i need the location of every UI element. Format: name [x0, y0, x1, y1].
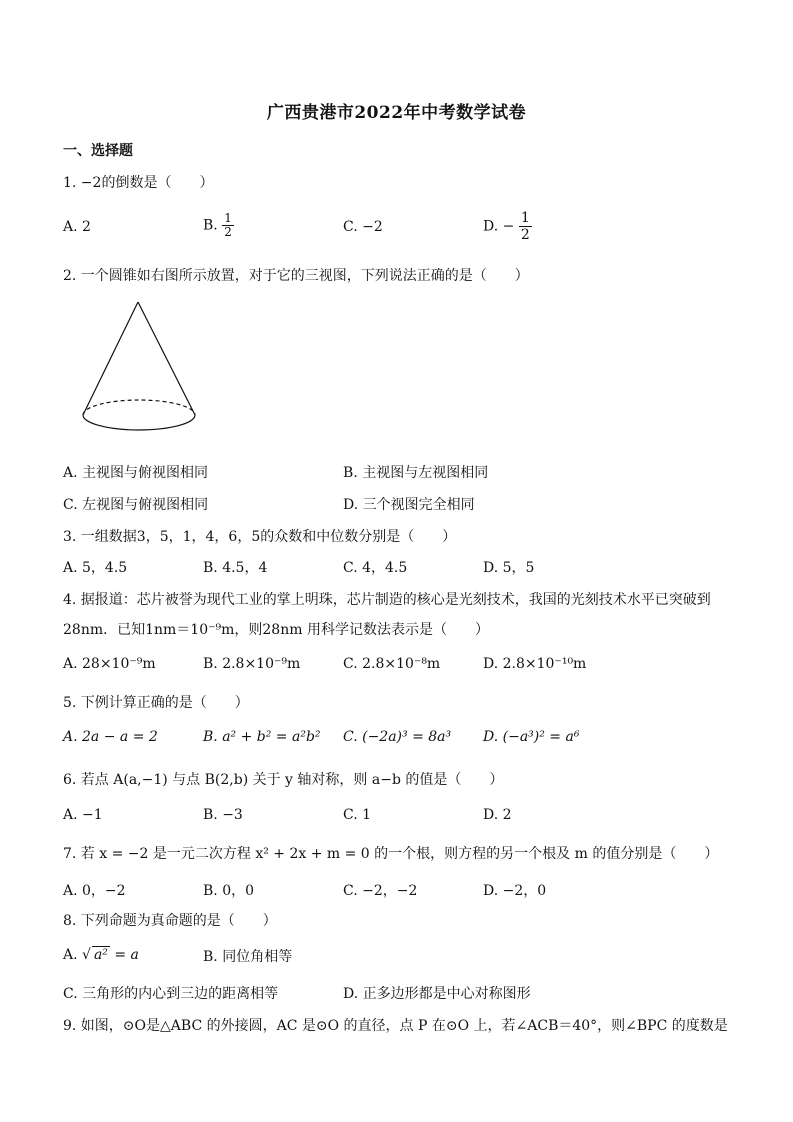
question-2-option-c: C. 左视图与俯视图相同: [63, 497, 209, 513]
question-7-option-b: B. 0，0: [203, 883, 255, 899]
sqrt-sign: √: [82, 947, 91, 963]
question-4-option-b: B. 2.8×10⁻⁹m: [203, 656, 301, 672]
sqrt-rhs: = a: [109, 947, 139, 963]
question-2-option-d: D. 三个视图完全相同: [343, 497, 475, 513]
question-1-option-d: [483, 210, 532, 243]
question-3-option-d: D. 5，5: [483, 560, 535, 576]
question-5-option-a: A. 2a − a = 2: [63, 729, 158, 745]
option-b-label: B.: [203, 217, 223, 234]
fraction-numerator: 1: [224, 211, 232, 225]
question-4-option-a: A. 28×10⁻⁹m: [63, 656, 156, 672]
question-8-option-d: D. 正多边形都是中心对称图形: [343, 986, 531, 1002]
cone-base-back: [83, 400, 195, 415]
cone-right-edge: [138, 302, 195, 415]
question-1-option-b: [203, 212, 234, 239]
option-d-label: D. −: [483, 218, 515, 235]
sqrt-radicand: a²: [93, 947, 108, 963]
option-a-label: A.: [63, 947, 83, 963]
question-2-stem: 2. 一个圆锥如右图所示放置，对于它的三视图，下列说法正确的是（ ）: [63, 268, 529, 284]
question-8-option-a: [63, 946, 139, 963]
question-9-stem: 9. 如图，⊙O是△ABC 的外接圆，AC 是⊙O 的直径，点 P 在⊙O 上，若∠ACB＝40°，则∠BPC 的度数是: [63, 1018, 728, 1034]
question-2-option-a: A. 主视图与俯视图相同: [63, 465, 209, 481]
page-title: 广西贵港市2022年中考数学试卷: [266, 103, 527, 123]
question-6-option-c: C. 1: [343, 807, 372, 823]
question-7-option-a: A. 0，−2: [63, 883, 126, 899]
fraction: [222, 212, 234, 239]
question-7-option-d: D. −2，0: [483, 883, 547, 899]
question-5-option-d: D. (−a³)² = a⁶: [483, 729, 580, 745]
question-3-option-c: C. 4，4.5: [343, 560, 408, 576]
question-6-option-d: D. 2: [483, 807, 512, 823]
question-4-stem-line-1: 4. 据报道：芯片被誉为现代工业的掌上明珠，芯片制造的核心是光刻技术，我国的光刻技术水平已突破到: [63, 592, 711, 608]
question-1-stem: 1. −2的倒数是（ ）: [63, 175, 214, 191]
question-5-option-c: C. (−2a)³ = 8a³: [343, 729, 452, 745]
question-3-stem: 3. 一组数据3，5，1，4，6，5的众数和中位数分别是（ ）: [63, 529, 457, 545]
cone-base-front: [83, 415, 195, 430]
question-1-option-c: C. −2: [343, 219, 383, 235]
question-4-option-c: C. 2.8×10⁻⁸m: [343, 656, 441, 672]
section-heading: 一、选择题: [63, 143, 133, 159]
question-7-option-c: C. −2，−2: [343, 883, 418, 899]
question-6-option-b: B. −3: [203, 807, 243, 823]
fraction-numerator: 1: [520, 210, 530, 226]
question-5-option-b: B. a² + b² = a²b²: [203, 729, 321, 745]
question-8-option-b: B. 同位角相等: [203, 949, 293, 965]
question-4-stem-line-2: 28nm．已知1nm＝10⁻⁹m，则28nm 用科学记数法表示是（ ）: [63, 622, 489, 638]
cone-figure: [78, 298, 202, 444]
question-5-stem: 5. 下例计算正确的是（ ）: [63, 695, 249, 711]
question-8-option-c: C. 三角形的内心到三边的距离相等: [63, 986, 279, 1002]
fraction-denominator: 2: [520, 227, 530, 243]
question-2-option-b: B. 主视图与左视图相同: [343, 465, 489, 481]
question-1-option-a: A. 2: [63, 219, 91, 235]
fraction-denominator: 2: [224, 225, 232, 239]
question-6-option-a: A. −1: [63, 807, 103, 823]
fraction: [519, 210, 532, 243]
question-6-stem: 6. 若点 A(a,−1) 与点 B(2,b) 关于 y 轴对称，则 a−b 的值是（ ）: [63, 772, 504, 788]
question-4-option-d: D. 2.8×10⁻¹⁰m: [483, 656, 587, 672]
question-3-option-b: B. 4.5，4: [203, 560, 268, 576]
cone-left-edge: [83, 302, 138, 415]
question-3-option-a: A. 5，4.5: [63, 560, 128, 576]
question-7-stem: 7. 若 x = −2 是一元二次方程 x² + 2x + m = 0 的一个根，则方程的另一个根及 m 的值分别是（ ）: [63, 846, 719, 862]
question-8-stem: 8. 下列命题为真命题的是（ ）: [63, 913, 277, 929]
